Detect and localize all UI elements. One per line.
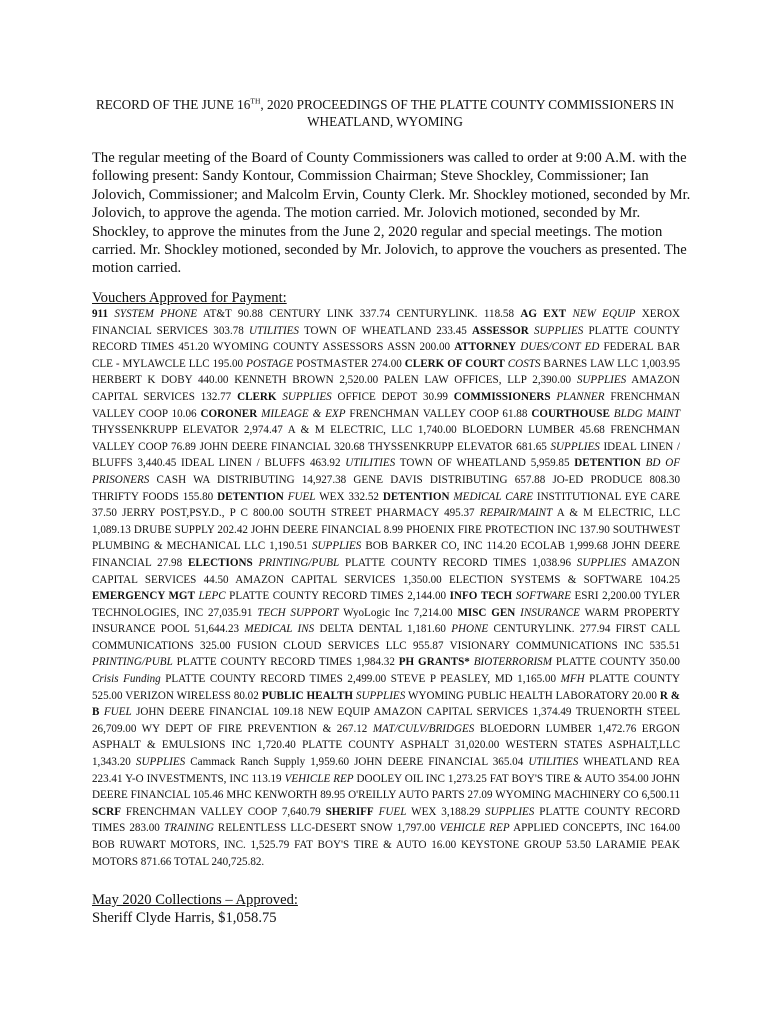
vendor-amounts: AMAZON CAPITAL SERVICES 44.50 AMAZON CAPITAL SERVICES 1,350.00 ELECTION SYSTEMS & SOFTWARE 104.25	[92, 556, 680, 586]
vendor-amounts: ESRI 2,200.00 TYLER TECHNOLOGIES, INC 27,035.91	[92, 590, 681, 619]
expense-category: MEDICAL INS	[244, 623, 315, 636]
expense-category: FUEL	[103, 706, 132, 719]
vendor-amounts: INSTITUTIONAL EYE CARE 37.50 JERRY POST,PSY.D., P C 800.00 SOUTH STREET PHARMACY 495.37	[92, 490, 680, 520]
expense-category: UTILITIES	[528, 756, 579, 769]
expense-category: SUPPLIES	[135, 756, 186, 769]
vendor-amounts: WARM PROPERTY INSURANCE POOL 51,644.23	[92, 606, 680, 636]
vendor-amounts: PLATTE COUNTY RECORD TIMES 451.20 WYOMING COUNTY ASSESSORS ASSN 200.00	[92, 324, 681, 354]
vendor-amounts: FEDERAL BAR CLE - MYLAWCLE LLC 195.00	[92, 341, 680, 370]
vendor-amounts: CENTURYLINK. 277.94 FIRST CALL COMMUNICATIONS 325.00 FUSION CLOUD SERVICES LLC 955.87 VISIONARY COMMUNICATIONS INC 535.51	[92, 623, 680, 652]
vendor-amounts: FRENCHMAN VALLEY COOP 61.88	[345, 407, 532, 420]
title-line-1	[60, 96, 710, 113]
expense-category: SUPPLIES	[355, 689, 406, 702]
vendor-amounts: Cammack Ranch Supply 1,959.60 JOHN DEERE FINANCIAL 365.04	[185, 756, 529, 769]
fund-name: MISC GEN	[457, 606, 516, 619]
vendor-amounts: FRENCHMAN VALLEY COOP 10.06	[92, 390, 680, 420]
expense-category: PRINTING/PUBL	[258, 556, 340, 569]
vendor-amounts: WEX 332.52	[315, 490, 383, 503]
fund-name: AG EXT	[520, 308, 567, 320]
fund-name: 911	[92, 308, 109, 320]
document-title	[60, 96, 710, 130]
vendor-amounts: THYSSENKRUPP ELEVATOR 2,974.47 A & M ELECTRIC, LLC 1,740.00 BLOEDORN LUMBER 45.68 FRENCHMAN VALLEY COOP 76.89 JOHN DEERE FINANCIAL 320.68 THYSSENKRUPP ELEVATOR 681.65	[92, 424, 680, 453]
fund-name: R & B	[92, 689, 680, 719]
expense-category: Crisis Funding	[92, 673, 161, 686]
expense-category: SUPPLIES	[576, 374, 627, 387]
fund-name: DETENTION	[382, 490, 450, 503]
expense-category: SOFTWARE	[515, 590, 571, 603]
fund-name: PUBLIC HEALTH	[261, 689, 353, 702]
expense-category: PHONE	[451, 623, 489, 636]
vendor-amounts: TOWN OF WHEATLAND 233.45	[298, 324, 473, 337]
expense-category: PLANNER	[556, 390, 605, 403]
vendor-amounts: APPLIED CONCEPTS, INC 164.00 BOB RUWART MOTORS, INC. 1,525.79 FAT BOY'S TIRE & AUTO 16.00 KEYSTONE GROUP 53.50 LARAMIE PEAK MOTORS 871.66 TOTAL 240,725.82.	[92, 822, 680, 868]
fund-name: PH GRANTS*	[398, 656, 470, 669]
vendor-amounts: BLOEDORN LUMBER 1,472.76 ERGON ASPHALT & EMULSIONS INC 1,720.40 PLATTE COUNTY ASPHALT 31,020.00 WESTERN STATES ASPHALT,LLC 1,343.20	[92, 722, 680, 769]
vendor-amounts: AMAZON CAPITAL SERVICES 132.77	[92, 374, 680, 403]
fund-name: CORONER	[200, 407, 258, 420]
expense-category: BLDG MAINT	[613, 407, 680, 420]
expense-category: LEPC	[198, 590, 226, 603]
expense-category: INSURANCE	[520, 606, 580, 619]
fund-name: COURTHOUSE	[531, 407, 610, 420]
vendor-amounts: PLATTE COUNTY RECORD TIMES 2,499.00 STEVE P PEASLEY, MD 1,165.00	[160, 673, 561, 686]
vendor-amounts: BOB BARKER CO, INC 114.20 ECOLAB 1,999.68 JOHN DEERE FINANCIAL 27.98	[92, 540, 680, 569]
vendor-amounts: XEROX FINANCIAL SERVICES 303.78	[92, 308, 680, 337]
expense-category: DUES/CONT ED	[520, 341, 600, 354]
expense-category: TRAINING	[163, 822, 214, 835]
expense-category: MFH	[560, 673, 585, 686]
meeting-intro-paragraph: The regular meeting of the Board of County Commissioners was called to order at 9:00 A.M. with the following present: Sandy Kontour, Commission Chairman; Steve Shockley, Commissioner; Ian Jolovich, Commissioner; and Malcolm Ervin, County Clerk. Mr. Shockley motioned, seconded by Mr. Jolovich, to approve the agenda. The motion carried. Mr. Jolovich motioned, seconded by Mr. Shockley, to approve the minutes from the June 2, 2020 regular and special meetings. The motion carried. Mr. Shockley motioned, seconded by Mr. Jolovich, to approve the vouchers as presented. The motion carried.	[92, 150, 691, 277]
fund-name: COMMISSIONERS	[453, 390, 551, 403]
expense-category: POSTAGE	[246, 357, 294, 370]
vendor-amounts: DOOLEY OIL INC 1,273.25 FAT BOY'S TIRE & AUTO 354.00 JOHN DEERE FINANCIAL 105.46 MHC KENWORTH 89.95 O'REILLY AUTO PARTS 27.09 WYOMING MACHINERY CO 6,500.11	[92, 772, 680, 802]
expense-category: SUPPLIES	[550, 440, 600, 453]
expense-category: SUPPLIES	[312, 540, 362, 553]
collections-entry: Sheriff Clyde Harris, $1,058.75	[92, 910, 277, 926]
title-line-2: WHEATLAND, WYOMING	[307, 114, 463, 129]
expense-category: VEHICLE REP	[284, 772, 354, 785]
title-text: RECORD OF THE JUNE 16	[96, 97, 251, 112]
vendor-amounts: CASH WA DISTRIBUTING 14,927.38 GENE DAVIS DISTRIBUTING 657.88 JO-ED PRODUCE 808.30 THRIFTY FOODS 155.80	[92, 473, 680, 503]
expense-category: SUPPLIES	[485, 805, 535, 818]
expense-category: TECH SUPPORT	[257, 606, 339, 619]
fund-name: ELECTIONS	[187, 556, 253, 569]
fund-name: SCRF	[92, 805, 121, 818]
collections-heading: May 2020 Collections – Approved:	[92, 892, 298, 908]
expense-category: BIOTERRORISM	[473, 656, 552, 669]
vendor-amounts: WEX 3,188.29	[406, 805, 486, 818]
title-text-continued: , 2020 PROCEEDINGS OF THE PLATTE COUNTY COMMISSIONERS IN	[260, 97, 674, 112]
expense-category: UTILITIES	[249, 324, 299, 337]
expense-category: COSTS	[507, 357, 541, 370]
expense-category: FUEL	[287, 490, 316, 503]
fund-name: INFO TECH	[449, 590, 513, 603]
vendor-amounts: BARNES LAW LLC 1,003.95 HERBERT K DOBY 440.00 KENNETH BROWN 2,520.00 PALEN LAW OFFICES, LLP 2,390.00	[92, 357, 680, 387]
vendor-amounts: PLATTE COUNTY RECORD TIMES 1,984.32	[172, 656, 399, 669]
expense-category: SUPPLIES	[576, 556, 627, 569]
vouchers-list-paragraph	[92, 306, 680, 870]
fund-name: CLERK	[237, 390, 277, 403]
vendor-amounts: RELENTLESS LLC-DESERT SNOW 1,797.00	[213, 822, 440, 835]
vendor-amounts: A & M ELECTRIC, LLC 1,089.13 DRUBE SUPPLY 202.42 JOHN DEERE FINANCIAL 8.99 PHOENIX FIRE PROTECTION INC 137.90 SOUTHWEST PLUMBING & MECHANICAL LLC 1,190.51	[92, 507, 680, 553]
fund-name: EMERGENCY MGT	[92, 590, 195, 603]
fund-name: ASSESSOR	[472, 324, 529, 337]
vendor-amounts: PLATTE COUNTY 350.00	[551, 656, 680, 669]
expense-category: PRINTING/PUBL	[92, 656, 173, 669]
expense-category: REPAIR/MAINT	[479, 507, 553, 520]
vendor-amounts: POSTMASTER 274.00	[293, 357, 405, 370]
fund-name: DETENTION	[574, 457, 641, 470]
vendor-amounts: PLATTE COUNTY 525.00 VERIZON WIRELESS 80.02	[92, 673, 681, 702]
expense-category: MAT/CULV/BRIDGES	[372, 722, 475, 735]
fund-name: ATTORNEY	[454, 341, 517, 354]
vendor-amounts: AT&T 90.88 CENTURY LINK 337.74 CENTURYLINK. 118.58	[197, 308, 521, 320]
expense-category: MILEAGE & EXP	[261, 407, 346, 420]
vendor-amounts: WyoLogic Inc 7,214.00	[338, 606, 458, 619]
vendor-amounts: PLATTE COUNTY RECORD TIMES 283.00	[92, 805, 681, 835]
fund-name: CLERK OF COURT	[404, 357, 505, 370]
expense-category: SYSTEM PHONE	[114, 308, 198, 320]
expense-category: NEW EQUIP	[572, 308, 636, 320]
expense-category: SUPPLIES	[533, 324, 584, 337]
expense-category: UTILITIES	[345, 457, 396, 470]
fund-name: DETENTION	[217, 490, 284, 503]
expense-category: BD OF PRISONERS	[92, 457, 680, 486]
vendor-amounts: PLATTE COUNTY RECORD TIMES 1,038.96	[339, 556, 577, 569]
vendor-amounts: OFFICE DEPOT 30.99	[331, 390, 454, 403]
vendor-amounts: FRENCHMAN VALLEY COOP 7,640.79	[120, 805, 326, 818]
expense-category: SUPPLIES	[282, 390, 332, 403]
vendor-amounts: TOWN OF WHEATLAND 5,959.85	[395, 457, 575, 470]
expense-category: MEDICAL CARE	[453, 490, 533, 503]
vendor-amounts: DELTA DENTAL 1,181.60	[314, 623, 452, 636]
title-ordinal-suffix: TH	[250, 96, 261, 106]
vendor-amounts: IDEAL LINEN / BLUFFS 3,440.45 IDEAL LINEN / BLUFFS 463.92	[92, 440, 680, 470]
vendor-amounts: JOHN DEERE FINANCIAL 109.18 NEW EQUIP AMAZON CAPITAL SERVICES 1,374.49 TRUENORTH STEEL 26,709.00 WY DEPT OF FIRE PREVENTION & 267.12	[92, 706, 680, 735]
expense-category: FUEL	[378, 805, 407, 818]
vendor-amounts: WHEATLAND REA 223.41 Y-O INVESTMENTS, INC 113.19	[92, 756, 680, 785]
vouchers-heading: Vouchers Approved for Payment:	[92, 290, 287, 306]
vendor-amounts: WYOMING PUBLIC HEALTH LABORATORY 20.00	[405, 689, 660, 702]
vendor-amounts: PLATTE COUNTY RECORD TIMES 2,144.00	[225, 590, 450, 603]
expense-category: VEHICLE REP	[439, 822, 510, 835]
fund-name: SHERIFF	[325, 805, 374, 818]
